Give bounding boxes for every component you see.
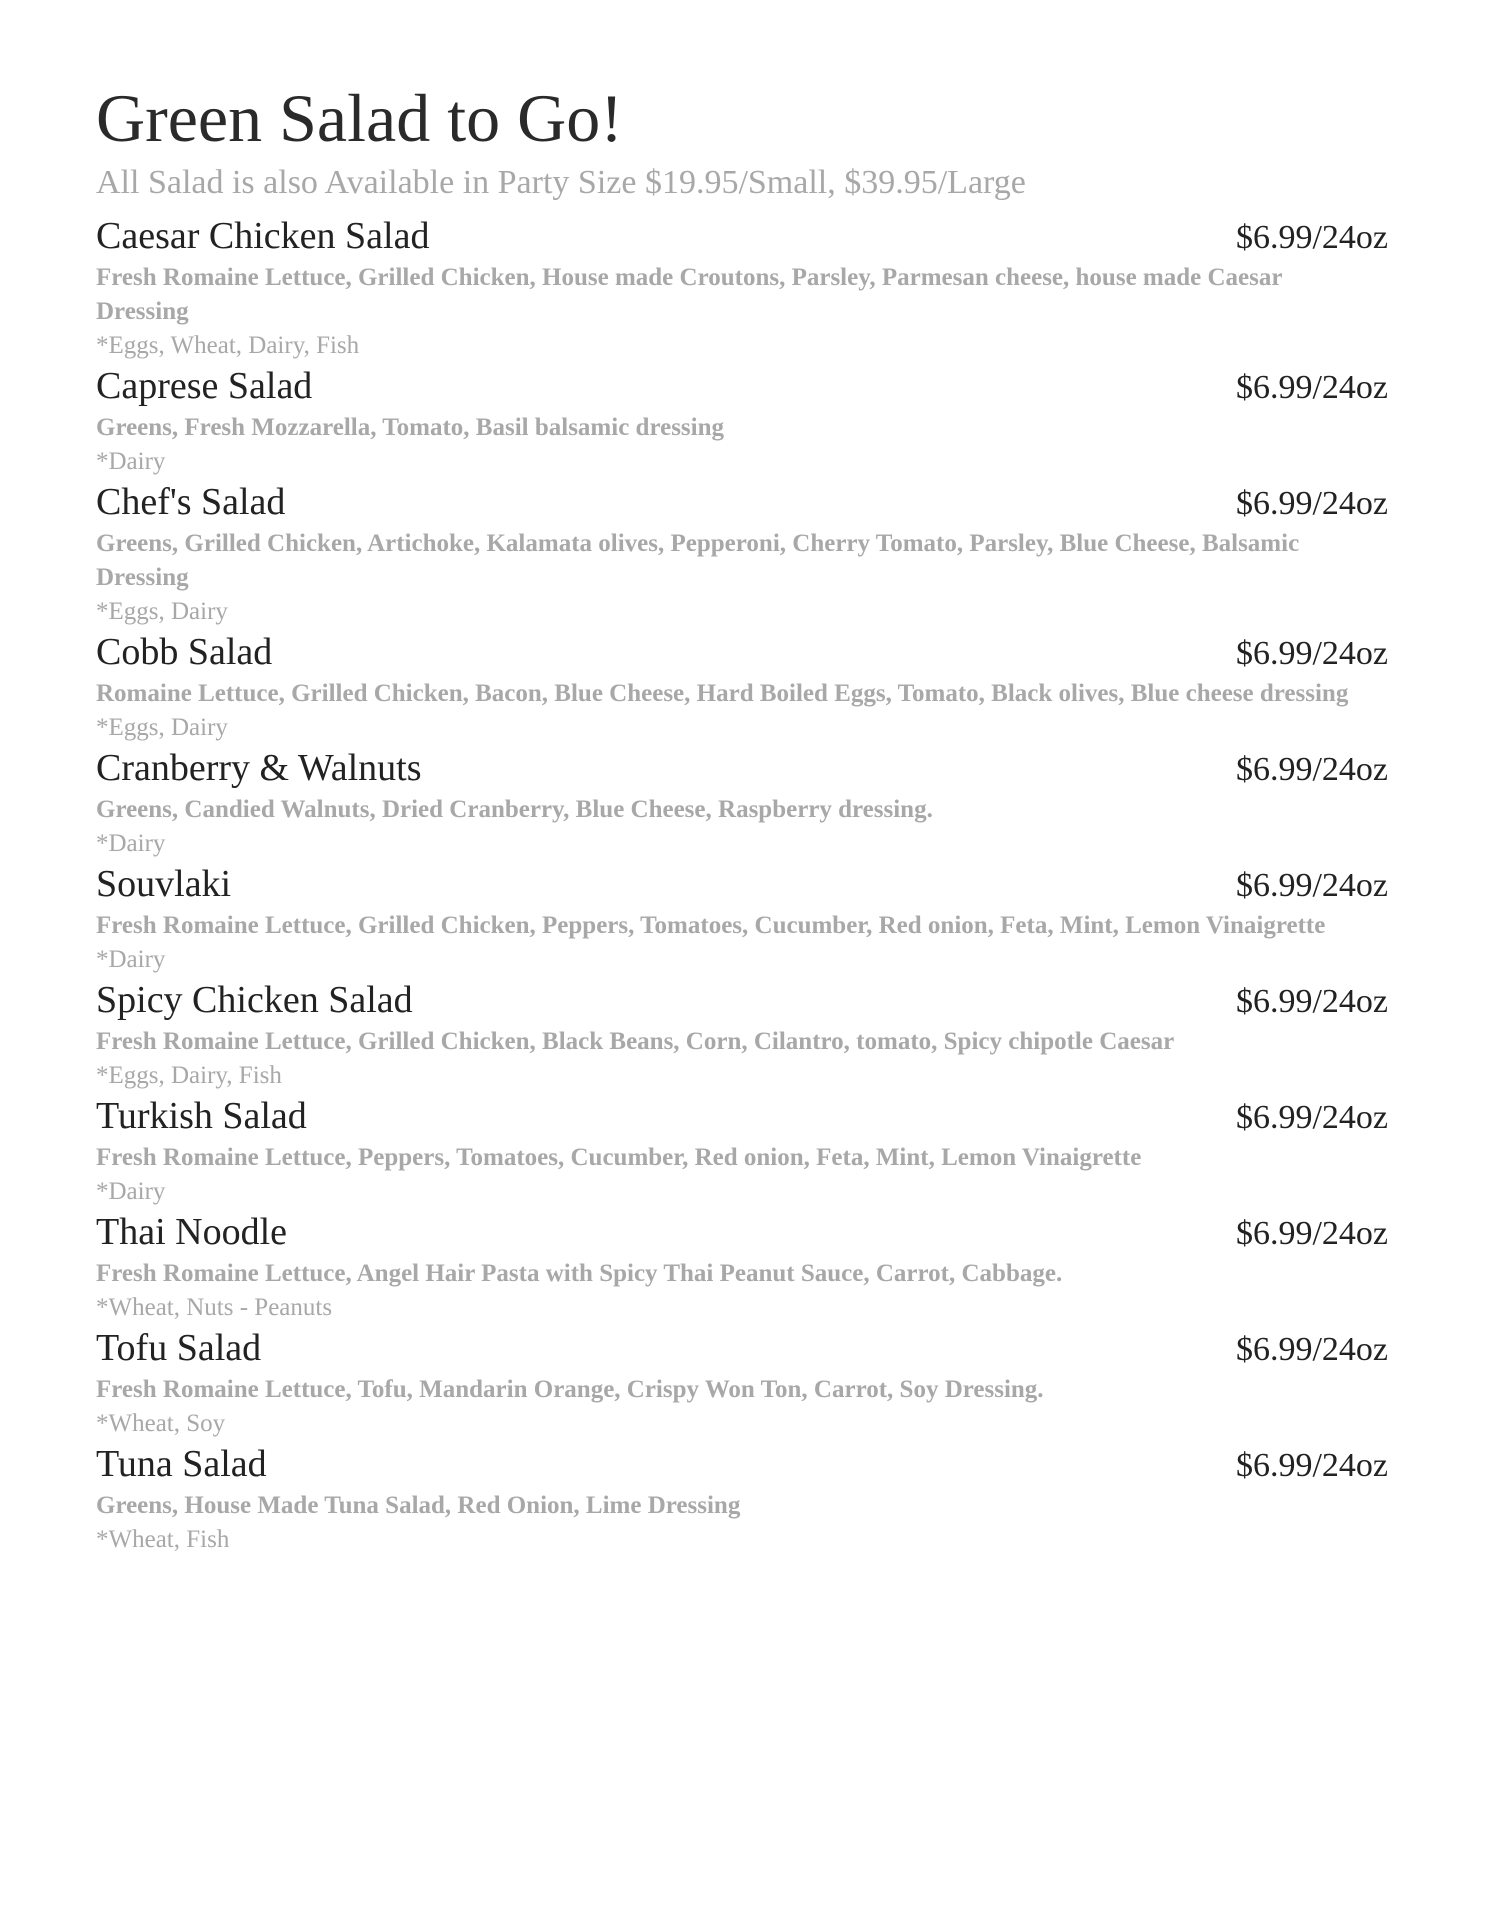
item-name: Thai Noodle (96, 1211, 288, 1253)
item-price: $6.99/24oz (1235, 1215, 1388, 1252)
menu-item-caprese-salad (96, 363, 1388, 479)
item-description: Fresh Romaine Lettuce, Angel Hair Pasta with Spicy Thai Peanut Sauce, Carrot, Cabbage. (96, 1260, 1063, 1287)
item-price: $6.99/24oz (1235, 751, 1388, 788)
menu-page (96, 78, 1388, 1557)
menu-item-tuna-salad (96, 1441, 1388, 1557)
item-name: Tuna Salad (96, 1443, 267, 1485)
party-size-note: All Salad is also Available in Party Size $19.95/Small, $39.95/Large (96, 164, 1026, 201)
item-price: $6.99/24oz (1235, 983, 1388, 1020)
item-allergens: *Dairy (96, 946, 166, 973)
item-price: $6.99/24oz (1235, 867, 1388, 904)
item-description: Fresh Romaine Lettuce, Peppers, Tomatoes, Cucumber, Red onion, Feta, Mint, Lemon Vinaigrette (96, 1144, 1142, 1171)
item-name: Cranberry & Walnuts (96, 747, 422, 789)
menu-item-cranberry-walnuts (96, 745, 1388, 861)
item-description: Fresh Romaine Lettuce, Tofu, Mandarin Orange, Crispy Won Ton, Carrot, Soy Dressing. (96, 1376, 1044, 1403)
item-name: Tofu Salad (96, 1327, 262, 1369)
item-description: Fresh Romaine Lettuce, Grilled Chicken, Peppers, Tomatoes, Cucumber, Red onion, Feta, Mint, Lemon Vinaigrette (96, 912, 1326, 939)
item-price: $6.99/24oz (1235, 1331, 1388, 1368)
item-description: Fresh Romaine Lettuce, Grilled Chicken, House made Croutons, Parsley, Parmesan cheese, house made Caesar Dressing (96, 264, 1283, 325)
item-description: Fresh Romaine Lettuce, Grilled Chicken, Black Beans, Corn, Cilantro, tomato, Spicy chipotle Caesar (96, 1028, 1175, 1055)
item-description: Greens, Fresh Mozzarella, Tomato, Basil balsamic dressing (96, 414, 725, 441)
item-allergens: *Dairy (96, 448, 166, 475)
item-description: Greens, House Made Tuna Salad, Red Onion, Lime Dressing (96, 1492, 741, 1519)
item-name: Caprese Salad (96, 365, 313, 407)
item-description: Greens, Grilled Chicken, Artichoke, Kalamata olives, Pepperoni, Cherry Tomato, Parsley, Blue Cheese, Balsamic Dressing (96, 530, 1300, 591)
menu-item-cobb-salad (96, 629, 1388, 745)
menu-item-thai-noodle (96, 1209, 1388, 1325)
item-name: Caesar Chicken Salad (96, 215, 430, 257)
menu-item-turkish-salad (96, 1093, 1388, 1209)
item-allergens: *Wheat, Nuts - Peanuts (96, 1294, 333, 1321)
item-name: Spicy Chicken Salad (96, 979, 413, 1021)
item-allergens: *Eggs, Wheat, Dairy, Fish (96, 332, 360, 359)
item-allergens: *Wheat, Soy (96, 1410, 226, 1437)
item-allergens: *Dairy (96, 1178, 166, 1205)
page-title: Green Salad to Go! (96, 80, 623, 156)
item-allergens: *Eggs, Dairy (96, 714, 228, 741)
item-allergens: *Wheat, Fish (96, 1526, 230, 1553)
menu-item-souvlaki (96, 861, 1388, 977)
item-price: $6.99/24oz (1235, 635, 1388, 672)
item-allergens: *Eggs, Dairy (96, 598, 228, 625)
item-allergens: *Dairy (96, 830, 166, 857)
item-price: $6.99/24oz (1235, 1099, 1388, 1136)
menu-item-chefs-salad (96, 479, 1388, 629)
menu-item-tofu-salad (96, 1325, 1388, 1441)
menu-item-spicy-chicken-salad (96, 977, 1388, 1093)
item-allergens: *Eggs, Dairy, Fish (96, 1062, 282, 1089)
item-description: Romaine Lettuce, Grilled Chicken, Bacon, Blue Cheese, Hard Boiled Eggs, Tomato, Black olives, Blue cheese dressing (96, 680, 1349, 707)
item-price: $6.99/24oz (1235, 369, 1388, 406)
item-price: $6.99/24oz (1235, 485, 1388, 522)
menu-item-caesar-chicken-salad (96, 213, 1388, 363)
item-name: Chef's Salad (96, 481, 286, 523)
item-price: $6.99/24oz (1235, 219, 1388, 256)
item-name: Cobb Salad (96, 631, 273, 673)
item-description: Greens, Candied Walnuts, Dried Cranberry, Blue Cheese, Raspberry dressing. (96, 796, 933, 823)
item-name: Souvlaki (96, 863, 232, 905)
item-name: Turkish Salad (96, 1095, 307, 1137)
item-price: $6.99/24oz (1235, 1447, 1388, 1484)
